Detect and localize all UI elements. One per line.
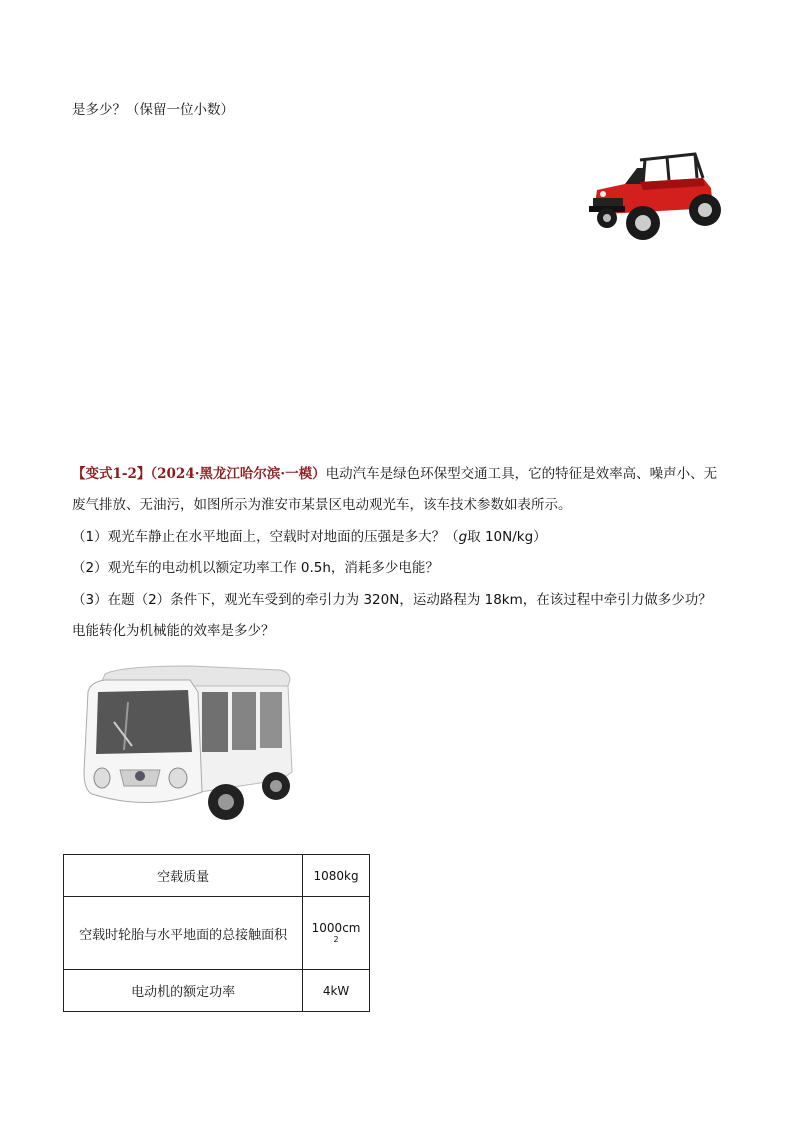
spec-value: 4kW <box>303 970 370 1012</box>
sightseeing-bus-image <box>80 662 295 832</box>
spec-label: 空载质量 <box>64 855 303 897</box>
spec-value: 1080kg <box>303 855 370 897</box>
table-row <box>64 970 370 1012</box>
toy-jeep-image <box>585 148 725 248</box>
problem-line-1 <box>72 464 717 484</box>
spec-value: 1000cm 2 <box>303 897 370 970</box>
superscript: 2 <box>333 935 339 944</box>
problem-intro-1: 电动汽车是绿色环保型交通工具，它的特征是效率高、噪声小、无 <box>325 466 718 482</box>
g-symbol: g <box>458 529 468 545</box>
question-2: （2）观光车的电动机以额定功率工作 0.5h，消耗多少电能？ <box>72 560 439 576</box>
question-3-continued: 电能转化为机械能的效率是多少？ <box>72 623 275 639</box>
problem-tag: 【变式1-2】（2024·黑龙江哈尔滨·一模） <box>72 466 326 482</box>
spec-label: 空载时轮胎与水平地面的总接触面积 <box>64 897 303 970</box>
spec-table <box>63 854 370 1012</box>
table-row <box>64 855 370 897</box>
question-1: （1）观光车静止在水平地面上，空载时对地面的压强是多大？（g取 10N/kg） <box>72 529 547 545</box>
previous-question-tail: 是多少？（保留一位小数） <box>72 102 234 118</box>
problem-line-2: 废气排放、无油污，如图所示为淮安市某景区电动观光车，该车技术参数如表所示。 <box>72 497 572 513</box>
table-row <box>64 897 370 970</box>
question-3: （3）在题（2）条件下，观光车受到的牵引力为 320N，运动路程为 18km，在该过程中牵引力做多少功？ <box>72 592 712 608</box>
spec-label: 电动机的额定功率 <box>64 970 303 1012</box>
